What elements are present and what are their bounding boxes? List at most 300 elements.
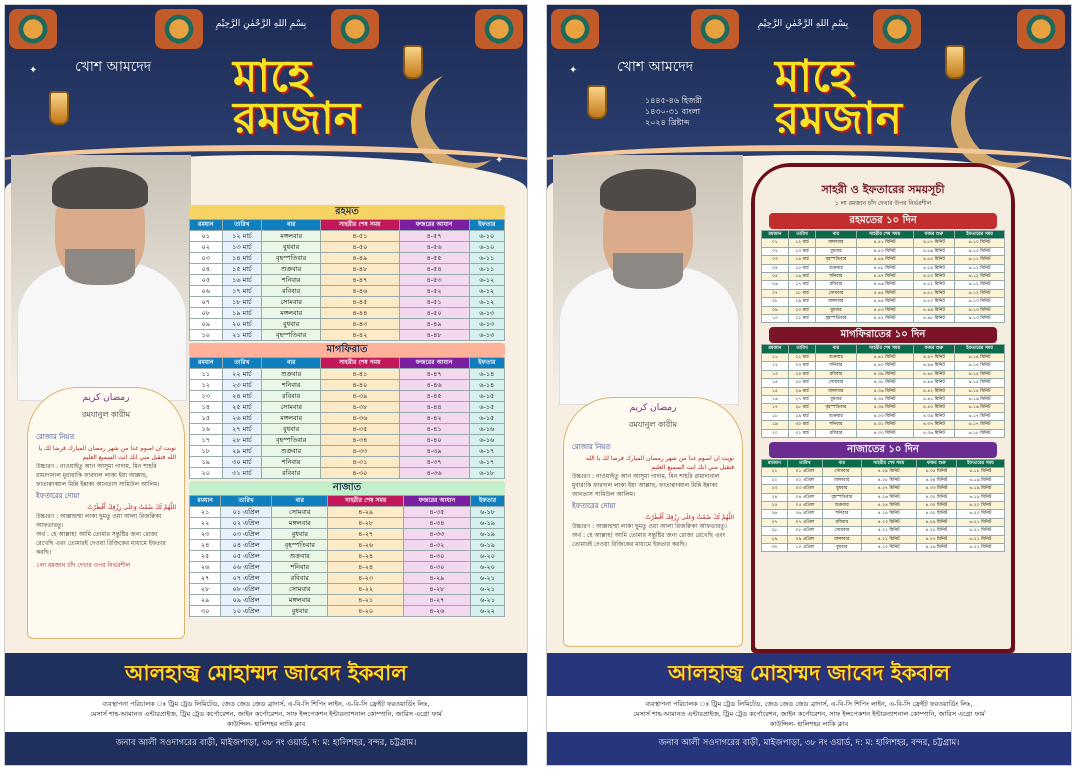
table-row xyxy=(190,264,505,275)
table-cell: ৪.৪১ মিনিট xyxy=(913,395,955,403)
table-cell: শনিবার xyxy=(816,273,856,281)
table-cell: ২৮ xyxy=(190,584,221,595)
table-cell: ২৯ xyxy=(190,595,221,606)
table-cell: বুধবার xyxy=(272,529,328,540)
ramadan-kareem-bangla: রমযানুল কারীম xyxy=(628,420,678,429)
dua-panel xyxy=(563,397,743,647)
table-cell: ০৫ xyxy=(190,275,223,286)
table-cell: ৪-৫২ xyxy=(399,286,469,297)
table-cell: ৪-২৪ xyxy=(328,562,403,573)
table-row xyxy=(762,387,1005,395)
table-cell: রবিবার xyxy=(816,370,856,378)
table-cell: ৪.২১ মিনিট xyxy=(861,535,916,543)
column-header: বার xyxy=(262,358,321,369)
table-cell: ৪.৪০ মিনিট xyxy=(913,404,955,412)
table-cell: ১২ xyxy=(762,362,789,370)
table-row xyxy=(190,402,505,413)
table-cell: ৬.১৮ মিনিট xyxy=(956,468,1004,476)
sponsor-details xyxy=(5,696,527,732)
schedule-title: সাহরী ও ইফতারের সময়সূচী xyxy=(821,183,945,196)
table-cell: সোমবার xyxy=(262,402,321,413)
table-cell: ২৬ মার্চ xyxy=(788,387,816,395)
table-cell: ৪-৫০ xyxy=(321,242,400,253)
footer-b xyxy=(547,653,1071,765)
table-cell: রবিবার xyxy=(262,391,321,402)
table-cell: ৪-২১ xyxy=(328,595,403,606)
table-cell: শুক্রবার xyxy=(822,501,861,509)
table-cell: ৪.৪৭ মিনিট xyxy=(856,273,913,281)
table-cell: শনিবার xyxy=(262,457,321,468)
sponsor-line-2: মেসার্স শাহ-আমানত এন্টারপ্রাইজ, ট্রিম ট্রেড কর্পোরেশন, জাইন কর্পোরেশন, সাফ ইন্সপেকশন ইন্টারন্যাশনাল কোম্পানি, জারিস এগ্রো ফার্ম xyxy=(90,710,442,718)
table-cell: ৪-৪৪ xyxy=(399,402,469,413)
mosaic-ornament-icon xyxy=(551,9,599,49)
table-cell: রবিবার xyxy=(262,468,321,479)
table-cell: ০৪ এপ্রিল xyxy=(221,540,272,551)
table-cell: ৪-৩৫ xyxy=(403,507,470,518)
column-header: ফজরের আযান xyxy=(403,496,470,507)
column-header: তারিখ xyxy=(787,459,822,467)
table-cell: ০৪ xyxy=(762,264,789,272)
table-cell: ৪.২৬ মিনিট xyxy=(916,544,956,552)
table-cell: ৪.৫৫ মিনিট xyxy=(913,256,955,264)
table-cell: ৪-৩৯ xyxy=(399,446,469,457)
table-row xyxy=(762,412,1005,420)
table-row xyxy=(762,535,1005,543)
table-cell: ৪-৪৯ xyxy=(399,319,469,330)
table-row xyxy=(762,353,1005,361)
table-cell: ১৬ xyxy=(762,395,789,403)
table-cell: ৪-৪৭ xyxy=(321,275,400,286)
table-cell: ২৭ মার্চ xyxy=(222,424,262,435)
table-cell: ২৮ মার্চ xyxy=(788,404,816,412)
column-header: সাহরীর শেষ সময় xyxy=(856,231,913,239)
basmala: بِسْمِ اللهِ الرَّحْمٰنِ الرَّحِيْمِ xyxy=(757,19,849,29)
niyat-title: রোজার নিয়ত xyxy=(36,433,75,441)
table-cell: ২৭ মার্চ xyxy=(788,395,816,403)
table-cell: ২২ মার্চ xyxy=(788,353,816,361)
table-cell: ৬-১২ xyxy=(469,275,504,286)
table-row xyxy=(762,247,1005,255)
table-cell: ৪-৩৯ xyxy=(321,391,400,402)
table-cell: ০৫ xyxy=(762,273,789,281)
table-row xyxy=(190,380,505,391)
table-cell: রবিবার xyxy=(822,518,861,526)
table-cell: ০১ এপ্রিল xyxy=(221,507,272,518)
table-cell: ১৪ xyxy=(190,402,223,413)
column-header: তারিখ xyxy=(788,231,816,239)
table-cell: ৪-৫১ xyxy=(321,231,400,242)
table-cell: সোমবার xyxy=(272,584,328,595)
table-cell: ১৫ xyxy=(762,387,789,395)
column-header: তারিখ xyxy=(788,345,816,353)
table-cell: শুক্রবার xyxy=(816,264,856,272)
timetable-section xyxy=(761,344,1005,437)
table-cell: ৩১ মার্চ xyxy=(788,429,816,437)
portrait-hair xyxy=(52,167,148,209)
table-cell: ২৪ মার্চ xyxy=(222,391,262,402)
table-cell: রবিবার xyxy=(272,573,328,584)
table-cell: ১৯ মার্চ xyxy=(788,298,816,306)
table-row xyxy=(190,507,505,518)
table-row xyxy=(762,239,1005,247)
table-cell: শনিবার xyxy=(816,362,856,370)
table-cell: ২০ xyxy=(762,429,789,437)
table-cell: ৪.৪৪ মিনিট xyxy=(913,379,955,387)
table-cell: ২৬ xyxy=(190,562,221,573)
table-header-row xyxy=(762,459,1005,467)
table-cell: শনিবার xyxy=(816,421,856,429)
star-icon: ✦ xyxy=(29,65,38,76)
table-cell: মঙ্গলবার xyxy=(272,518,328,529)
table-row xyxy=(190,242,505,253)
table-cell: ১২ xyxy=(190,380,223,391)
table-cell: ৪-৪৮ xyxy=(399,330,469,341)
table-cell: শুক্রবার xyxy=(262,446,321,457)
table-cell: ৬.১৫ মিনিট xyxy=(955,379,1005,387)
table-row xyxy=(762,298,1005,306)
table-row xyxy=(762,273,1005,281)
table-cell: ১৪ মার্চ xyxy=(788,256,816,264)
table-header-row xyxy=(190,496,505,507)
table-cell: বুধবার xyxy=(816,395,856,403)
table-cell: ৬-১০ xyxy=(469,242,504,253)
table-cell: বৃহস্পতিবার xyxy=(262,330,321,341)
column-header: ফজরের আযান xyxy=(399,358,469,369)
iftar-dua-arabic: اللَّهُمَّ لَكَ صُمْتُ وَعَلَى رِزْقِكَ أَفْطَرْتُ xyxy=(87,504,176,511)
table-cell: ২২ xyxy=(762,476,788,484)
table-cell: ২৪ xyxy=(762,493,788,501)
calendar-years xyxy=(645,95,702,128)
table-cell: ৪.৩০ মিনিট xyxy=(916,510,956,518)
table-row xyxy=(190,457,505,468)
table-cell: ৪-৪৯ xyxy=(321,253,400,264)
table-cell: ৪-৫৫ xyxy=(399,253,469,264)
table-row xyxy=(190,391,505,402)
table-cell: ৪.৪৬ মিনিট xyxy=(913,362,955,370)
table-cell: বুধবার xyxy=(262,242,321,253)
table-cell: ৬.২১ মিনিট xyxy=(956,518,1004,526)
section-title: রহমতের ১০ দিন xyxy=(769,213,997,229)
ramadan-kareem-arabic: رمضان كريم xyxy=(629,403,677,413)
table-cell: ৬.২১ মিনিট xyxy=(956,535,1004,543)
iftar-dua-meaning: অর্থ : হে আল্লাহ! আমি তোমার সন্তুষ্টির জন্য রোজা রেখেছি এবং তোমারই দেওয়া রিজিকের মাধ্যমে ইফতার করছি। xyxy=(36,531,166,556)
lantern-icon xyxy=(945,45,965,79)
sponsor-details xyxy=(547,696,1071,732)
schedule-subtitle: ১ লা রমজান চাঁদ দেখার উপর নির্ভরশীল xyxy=(834,200,932,207)
timetable-section xyxy=(761,230,1005,323)
dua-panel xyxy=(27,387,185,639)
sponsor-line-2: মেসার্স শাহ-আমানত এন্টারপ্রাইজ, ট্রিম ট্রেড কর্পোরেশন, জাইন কর্পোরেশন, সাফ ইন্সপেকশন ইন্টারন্যাশনাল কোম্পানি, জারিস এগ্রো ফার্ম xyxy=(633,710,985,718)
table-cell: ৪.৫৬ মিনিট xyxy=(913,247,955,255)
table-cell: সোমবার xyxy=(816,289,856,297)
table-row xyxy=(762,289,1005,297)
table-cell: ২১ মার্চ xyxy=(788,315,816,323)
table-cell: বুধবার xyxy=(822,485,861,493)
column-header: ইফতারের সময় xyxy=(955,231,1005,239)
table-header-row xyxy=(762,345,1005,353)
table-cell: ৬-১৫ xyxy=(469,402,504,413)
table-cell: ০৮ এপ্রিল xyxy=(221,584,272,595)
table-row xyxy=(190,231,505,242)
table-cell: ৪.৪২ মিনিট xyxy=(913,387,955,395)
table-cell: ৪.৫৪ মিনিট xyxy=(913,264,955,272)
iftar-dua-meaning: অর্থ : হে আল্লাহ! আমি তোমার সন্তুষ্টির জন্য রোজা রেখেছি এবং তোমারই দেওয়া রিজিকের মাধ্যমে ইফতার করছি। xyxy=(572,532,726,548)
table-cell: ৪.২৪ মিনিট xyxy=(861,501,916,509)
gregorian-year: ২০২৪ খ্রিষ্টাব্দ xyxy=(645,118,690,127)
table-row xyxy=(190,286,505,297)
iftar-dua-bangla: উচ্চারণ : আল্লাহুম্মা লাকা ছুমতু ওয়া আলা রিজক্বিকা আফতারতু। xyxy=(572,523,727,530)
table-cell: মঙ্গলবার xyxy=(816,298,856,306)
brand-mahe: মাহে xyxy=(775,51,853,102)
table-cell: ২১ xyxy=(190,507,221,518)
table-cell: ১৩ xyxy=(190,391,223,402)
table-row xyxy=(190,584,505,595)
column-header: রমযান xyxy=(190,220,223,231)
table-cell: ১৬ xyxy=(190,424,223,435)
table-cell: ৪.৩৪ মিনিট xyxy=(916,476,956,484)
table-cell: ৪.৩৯ মিনিট xyxy=(913,412,955,420)
table-row xyxy=(762,379,1005,387)
table-cell: ৬.১০ মিনিট xyxy=(955,247,1005,255)
table-row xyxy=(190,540,505,551)
table-cell: ৪-২৯ xyxy=(403,573,470,584)
column-header: ফজরের আযান xyxy=(399,220,469,231)
table-cell: ৪-৩০ xyxy=(321,468,400,479)
niyat-arabic: نويت ان اصوم غدا من شهر رمضان المبارك فرضا لك يا الله فتقبل مني انك انت السميع العليم xyxy=(38,445,176,461)
table-cell: ৬-১৮ xyxy=(470,507,504,518)
table-cell: ১০ xyxy=(762,315,789,323)
table-cell: ০৩ এপ্রিল xyxy=(787,485,822,493)
table-cell: ৪-৪৪ xyxy=(321,308,400,319)
column-header: ফজর শুরু xyxy=(916,459,956,467)
lantern-icon xyxy=(587,85,607,119)
table-row xyxy=(762,264,1005,272)
table-cell: ৬-১২ xyxy=(469,297,504,308)
sponsor-address: জনাব আলী সওদাগরের বাড়ী, মাইজপাড়া, ৩৮ নং ওয়ার্ড, দ: ম: হালিশহর, বন্দর, চট্টগ্রাম। xyxy=(115,738,417,748)
table-cell: ০৮ xyxy=(762,298,789,306)
table-cell: ৪.২০ মিনিট xyxy=(861,544,916,552)
table-cell: ৪.২৩ মিনিট xyxy=(861,518,916,526)
table-row xyxy=(190,369,505,380)
table-cell: ৬.১২ মিনিট xyxy=(955,289,1005,297)
table-cell: ৪-৪১ xyxy=(399,424,469,435)
table-cell: ৪-৩৬ xyxy=(321,413,400,424)
table-cell: ৪.৪০ মিনিট xyxy=(856,362,913,370)
table-cell: ৪.৩৬ মিনিট xyxy=(913,429,955,437)
table-row xyxy=(762,256,1005,264)
table-row xyxy=(190,297,505,308)
table-cell: ৬.১৩ মিনিট xyxy=(955,306,1005,314)
table-cell: বৃহস্পতিবার xyxy=(816,404,856,412)
table-cell: ০৪ এপ্রিল xyxy=(787,493,822,501)
table-cell: ০১ এপ্রিল xyxy=(787,468,822,476)
table-cell: ৬.১৯ মিনিট xyxy=(956,493,1004,501)
table-row xyxy=(190,319,505,330)
table-cell: ০৭ এপ্রিল xyxy=(787,518,822,526)
table-cell: ১৫ মার্চ xyxy=(222,264,262,275)
table-cell: ১৬ মার্চ xyxy=(788,273,816,281)
table-cell: ১৮ xyxy=(190,446,223,457)
brand-mahe: মাহে xyxy=(233,51,311,102)
table-cell: ৩০ xyxy=(762,544,788,552)
table-cell: সোমবার xyxy=(816,379,856,387)
table-cell: ৬.১৯ মিনিট xyxy=(956,476,1004,484)
portrait-beard xyxy=(65,249,135,285)
table-cell: ৪.৩৫ মিনিট xyxy=(916,468,956,476)
table-cell: শনিবার xyxy=(272,562,328,573)
table-cell: ৬-২০ xyxy=(470,562,504,573)
table-cell: ৪-২৭ xyxy=(403,595,470,606)
table-cell: ৪.৩০ মিনিট xyxy=(916,501,956,509)
table-cell: ২৮ মার্চ xyxy=(222,435,262,446)
table-cell: ৪-৩৫ xyxy=(321,424,400,435)
table-cell: বৃহস্পতিবার xyxy=(262,253,321,264)
brand-ramadan: রমজান xyxy=(233,93,361,144)
table-cell: ২২ xyxy=(190,518,221,529)
table-cell: ৬-১৮ xyxy=(469,468,504,479)
table-cell: ৪.৩৯ মিনিট xyxy=(856,370,913,378)
table-cell: ১৩ মার্চ xyxy=(222,242,262,253)
sponsor-line-3: কাউন্সিল- হালিশহর লাকি ক্লাব xyxy=(226,720,306,728)
table-cell: ১৬ মার্চ xyxy=(222,275,262,286)
table-row xyxy=(762,306,1005,314)
table-cell: ১৯ xyxy=(190,457,223,468)
table-cell: ০৪ xyxy=(190,264,223,275)
table-cell: ২৭ xyxy=(762,518,788,526)
table-cell: ২১ xyxy=(762,468,788,476)
table-row xyxy=(762,421,1005,429)
table-cell: ১১ xyxy=(190,369,223,380)
table-cell: ৬.২১ মিনিট xyxy=(956,527,1004,535)
table-cell: ১৭ মার্চ xyxy=(788,281,816,289)
table-row xyxy=(190,330,505,341)
table-cell: বুধবার xyxy=(816,247,856,255)
table-row xyxy=(190,435,505,446)
table-cell: ১১ xyxy=(762,353,789,361)
table-cell: ৬.১৩ মিনিট xyxy=(955,298,1005,306)
table-row xyxy=(190,446,505,457)
table-cell: ৪-২০ xyxy=(328,606,403,617)
table-cell: ২৩ মার্চ xyxy=(788,362,816,370)
column-header: রমযান xyxy=(190,496,221,507)
portrait-hair xyxy=(600,169,696,211)
table-cell: ৬-২১ xyxy=(470,584,504,595)
table-cell: ৪-২৭ xyxy=(328,529,403,540)
table-cell: ৪.৪৯ মিনিট xyxy=(913,306,955,314)
table-row xyxy=(190,424,505,435)
table-cell: ২৭ xyxy=(190,573,221,584)
table-cell: ২৫ xyxy=(762,501,788,509)
column-header: ফজর শুরু xyxy=(913,231,955,239)
table-row xyxy=(190,275,505,286)
basmala: بِسْمِ اللهِ الرَّحْمٰنِ الرَّحِيْمِ xyxy=(215,19,307,29)
table-cell: সোমবার xyxy=(272,507,328,518)
ramadan-timetable-b xyxy=(761,213,1005,552)
table-cell: ৬-১৯ xyxy=(470,540,504,551)
table-cell: রবিবার xyxy=(816,429,856,437)
column-header: সাহরীর শেষ সময় xyxy=(856,345,913,353)
table-cell: ০৯ এপ্রিল xyxy=(787,535,822,543)
table-cell: ৬-১৫ xyxy=(469,413,504,424)
column-header: রমজান xyxy=(762,459,788,467)
table-cell: ৪.২৯ মিনিট xyxy=(861,468,916,476)
table-cell: ৪.৪৯ মিনিট xyxy=(856,256,913,264)
table-cell: ৪-২৮ xyxy=(328,518,403,529)
table-cell: ০৭ xyxy=(190,297,223,308)
table-cell: ০৫ এপ্রিল xyxy=(787,501,822,509)
table-cell: ৪-২৬ xyxy=(403,606,470,617)
table-cell: ৪.৫৭ মিনিট xyxy=(913,239,955,247)
lantern-icon xyxy=(403,45,423,79)
column-header: সাহরীর শেষ সময় xyxy=(321,358,400,369)
table-cell: ৬-১৪ xyxy=(469,369,504,380)
table-cell: ৬.২০ মিনিট xyxy=(956,510,1004,518)
table-cell: মঙ্গলবার xyxy=(262,231,321,242)
table-cell: ৪.৩৬ মিনিট xyxy=(856,387,913,395)
table-cell: ২৪ মার্চ xyxy=(788,370,816,378)
table-cell: ৬-১০ xyxy=(469,231,504,242)
column-header: সাহরীর শেষ সময় xyxy=(328,496,403,507)
table-cell: ৪-৩৮ xyxy=(321,402,400,413)
table-row xyxy=(762,518,1005,526)
table-cell: ৪-৪১ xyxy=(321,369,400,380)
column-header: বার xyxy=(272,496,328,507)
sponsor-address: জনাব আলী সওদাগরের বাড়ী, মাইজপাড়া, ৩৮ নং ওয়ার্ড, দ: ম: হালিশহর, বন্দর, চট্টগ্রাম। xyxy=(658,738,960,748)
table-cell: ২৫ xyxy=(190,551,221,562)
table-cell: ৪-২৯ xyxy=(328,507,403,518)
table-cell: ৪-৫৪ xyxy=(399,264,469,275)
table-cell: ৪.২৭ মিনিট xyxy=(861,485,916,493)
table-cell: বুধবার xyxy=(822,544,861,552)
table-cell: ৪.২৭ মিনিট xyxy=(916,535,956,543)
table-cell: ৬.১৫ মিনিট xyxy=(955,370,1005,378)
timetable-section xyxy=(761,459,1005,552)
section-title: মাগফিরাত xyxy=(189,343,505,357)
table-cell: মঙ্গলবার xyxy=(262,413,321,424)
table-cell: ৪.৫১ মিনিট xyxy=(856,239,913,247)
table-cell: ২৪ xyxy=(190,540,221,551)
table-cell: ২৯ xyxy=(762,535,788,543)
table-cell: ৬-১২ xyxy=(469,286,504,297)
table-cell: ০৬ এপ্রিল xyxy=(221,562,272,573)
table-cell: ৪.২৪ মিনিট xyxy=(861,510,916,518)
column-header: তারিখ xyxy=(222,358,262,369)
table-cell: ১৮ মার্চ xyxy=(222,297,262,308)
table-cell: সোমবার xyxy=(822,468,861,476)
table-cell: ৪.৩২ মিনিট xyxy=(916,493,956,501)
niyat-title: রোজার নিয়ত xyxy=(572,443,611,451)
table-row xyxy=(190,468,505,479)
table-cell: ৪.৩৮ মিনিট xyxy=(856,379,913,387)
table-row xyxy=(762,544,1005,552)
mosaic-ornament-icon xyxy=(331,9,379,49)
table-cell: ০৩ এপ্রিল xyxy=(221,529,272,540)
table-cell: ৪.৪৫ মিনিট xyxy=(913,370,955,378)
table-cell: ০২ xyxy=(190,242,223,253)
table-cell: ০২ xyxy=(762,247,789,255)
table-row xyxy=(190,606,505,617)
table-cell: বুধবার xyxy=(816,306,856,314)
section-title: নাজাতের ১০ দিন xyxy=(769,442,997,458)
table-cell: ২০ মার্চ xyxy=(222,319,262,330)
brand-welcome: খোশ আমদেদ xyxy=(617,59,694,75)
section-title: মাগফিরাতের ১০ দিন xyxy=(769,327,997,343)
column-header: রমযান xyxy=(190,358,223,369)
table-cell: ৪-৪৭ xyxy=(399,369,469,380)
table-cell: ১৯ মার্চ xyxy=(222,308,262,319)
table-cell: ৬.১৭ মিনিট xyxy=(955,412,1005,420)
table-cell: ৪.৫৩ মিনিট xyxy=(913,273,955,281)
